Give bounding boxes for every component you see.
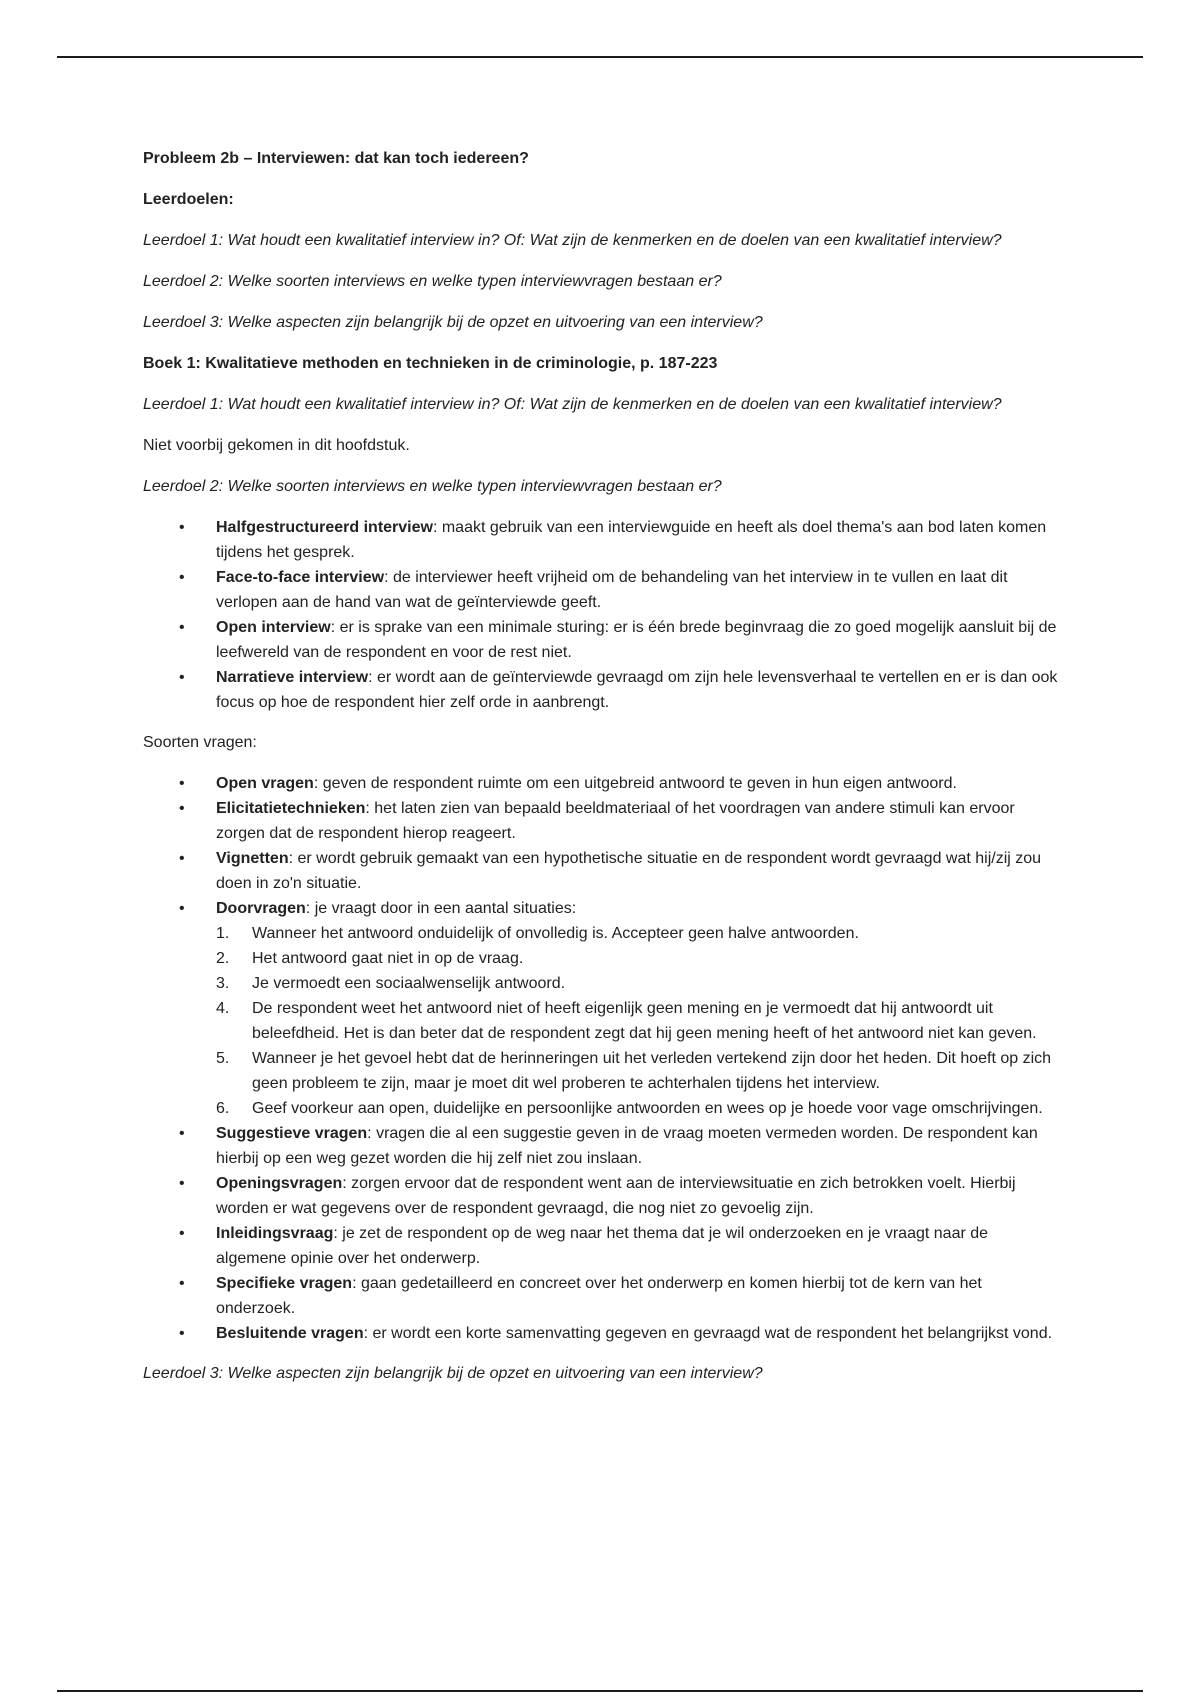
sublist-number: 4. — [216, 1000, 230, 1017]
list-item — [143, 615, 1059, 665]
list-item-text: : je zet de respondent op de weg naar het thema dat je wil onderzoeken en je vraagt naar de algemene opinie over het onderwerp. — [216, 1225, 989, 1267]
sublist-text: Je vermoedt een sociaalwenselijk antwoord. — [252, 975, 566, 992]
interview-types-list — [143, 515, 1059, 715]
sublist-text: Wanneer het antwoord onduidelijk of onvolledig is. Accepteer geen halve antwoorden. — [252, 925, 859, 942]
doorvragen-sublist — [216, 921, 1059, 1121]
bullet-icon: • — [179, 800, 185, 817]
leerdoel-1: Leerdoel 1: Wat houdt een kwalitatief interview in? Of: Wat zijn de kenmerken en de doelen van een kwalitatief interview? — [143, 232, 1002, 249]
list-item-term: Suggestieve vragen — [216, 1125, 368, 1142]
footer-rule — [57, 1690, 1143, 1692]
sublist-number: 5. — [216, 1050, 230, 1067]
list-item — [143, 896, 1059, 1121]
list-item-text: : de interviewer heeft vrijheid om de behandeling van het interview in te vullen en laat dit verlopen aan de hand van wat de geïnterviewde geeft. — [216, 569, 1008, 611]
sublist-text: Het antwoord gaat niet in op de vraag. — [252, 950, 524, 967]
section-1-question: Leerdoel 1: Wat houdt een kwalitatief interview in? Of: Wat zijn de kenmerken en de doelen van een kwalitatief interview? — [143, 396, 1002, 413]
sublist-item — [216, 996, 1059, 1046]
list-item-term: Inleidingsvraag — [216, 1225, 334, 1242]
list-item-text: : gaan gedetailleerd en concreet over het onderwerp en komen hierbij tot de kern van het onderzoek. — [216, 1275, 982, 1317]
document-body — [143, 146, 1059, 1402]
sublist-number: 1. — [216, 925, 230, 942]
list-item — [143, 565, 1059, 615]
sublist-number: 3. — [216, 975, 230, 992]
list-item-term: Halfgestructureerd interview — [216, 519, 433, 536]
bullet-icon: • — [179, 669, 185, 686]
sublist-text: Wanneer je het gevoel hebt dat de herinneringen uit het verleden vertekend zijn door het heden. Dit hoeft op zich geen probleem te zijn, maar je moet dit wel proberen te achterhalen tijdens het interview. — [252, 1050, 1052, 1092]
soorten-vragen-heading: Soorten vragen: — [143, 734, 257, 751]
sublist-item — [216, 921, 1059, 946]
list-item-text: : maakt gebruik van een interviewguide en heeft als doel thema's aan bod laten komen tijdens het gesprek. — [216, 519, 1047, 561]
bullet-icon: • — [179, 1275, 185, 1292]
sublist-item — [216, 1046, 1059, 1096]
list-item-term: Vignetten — [216, 850, 289, 867]
list-item-text: : er wordt gebruik gemaakt van een hypothetische situatie en de respondent wordt gevraagd wat hij/zij zou doen in zo'n situatie. — [216, 850, 1042, 892]
sublist-item — [216, 971, 1059, 996]
list-item — [143, 771, 1059, 796]
sublist-text: De respondent weet het antwoord niet of heeft eigenlijk geen mening en je vermoedt dat hij antwoordt uit beleefdheid. Het is dan beter dat de respondent zegt dat hij geen mening heeft of het antwoord niet kan geven. — [252, 1000, 1037, 1042]
list-item-term: Open vragen — [216, 775, 314, 792]
list-item — [143, 1271, 1059, 1321]
section-2-question: Leerdoel 2: Welke soorten interviews en welke typen interviewvragen bestaan er? — [143, 478, 722, 495]
sublist-number: 2. — [216, 950, 230, 967]
bullet-icon: • — [179, 1325, 185, 1342]
page-title: Probleem 2b – Interviewen: dat kan toch iedereen? — [143, 150, 529, 167]
list-item-term: Doorvragen — [216, 900, 306, 917]
list-item — [143, 665, 1059, 715]
bullet-icon: • — [179, 1175, 185, 1192]
sublist-number: 6. — [216, 1100, 230, 1117]
question-types-list — [143, 771, 1059, 1346]
section-1-answer: Niet voorbij gekomen in dit hoofdstuk. — [143, 437, 410, 454]
bullet-icon: • — [179, 1125, 185, 1142]
list-item-term: Elicitatietechnieken — [216, 800, 366, 817]
list-item — [143, 796, 1059, 846]
bullet-icon: • — [179, 775, 185, 792]
list-item-text: : je vraagt door in een aantal situaties: — [305, 900, 577, 917]
list-item — [143, 846, 1059, 896]
sublist-item — [216, 1096, 1059, 1121]
list-item-text: : zorgen ervoor dat de respondent went aan de interviewsituatie en zich betrokken voelt. Hierbij worden er wat gegevens over de respondent gevraagd, die nog niet zo gevoelig zijn. — [216, 1175, 1016, 1217]
leerdoel-2: Leerdoel 2: Welke soorten interviews en welke typen interviewvragen bestaan er? — [143, 273, 722, 290]
book-heading: Boek 1: Kwalitatieve methoden en technieken in de criminologie, p. 187-223 — [143, 355, 718, 372]
list-item-term: Besluitende vragen — [216, 1325, 364, 1342]
bullet-icon: • — [179, 619, 185, 636]
list-item-text: : het laten zien van bepaald beeldmateriaal of het voordragen van andere stimuli kan ervoor zorgen dat de respondent hierop reageert. — [216, 800, 1015, 842]
list-item-text: : er is sprake van een minimale sturing: er is één brede beginvraag die zo goed mogelijk aansluit bij de leefwereld van de respondent en voor de rest niet. — [216, 619, 1057, 661]
bullet-icon: • — [179, 1225, 185, 1242]
list-item — [143, 1221, 1059, 1271]
list-item-text: : er wordt aan de geïnterviewde gevraagd om zijn hele levensverhaal te vertellen en er is dan ook focus op hoe de respondent hier zelf orde in aanbrengt. — [216, 669, 1058, 711]
leerdoelen-heading: Leerdoelen: — [143, 191, 234, 208]
list-item — [143, 1121, 1059, 1171]
bullet-icon: • — [179, 900, 185, 917]
list-item — [143, 515, 1059, 565]
sublist-item — [216, 946, 1059, 971]
bullet-icon: • — [179, 519, 185, 536]
header-rule — [57, 56, 1143, 58]
bullet-icon: • — [179, 850, 185, 867]
list-item — [143, 1321, 1059, 1346]
leerdoel-3: Leerdoel 3: Welke aspecten zijn belangrijk bij de opzet en uitvoering van een interview? — [143, 314, 763, 331]
list-item-term: Specifieke vragen — [216, 1275, 353, 1292]
section-3-question: Leerdoel 3: Welke aspecten zijn belangrijk bij de opzet en uitvoering van een interview? — [143, 1365, 763, 1382]
sublist-text: Geef voorkeur aan open, duidelijke en persoonlijke antwoorden en wees op je hoede voor vage omschrijvingen. — [252, 1100, 1043, 1117]
list-item-term: Open interview — [216, 619, 331, 636]
list-item-term: Openingsvragen — [216, 1175, 343, 1192]
list-item-text: : er wordt een korte samenvatting gegeven en gevraagd wat de respondent het belangrijkst vond. — [363, 1325, 1053, 1342]
list-item-text: : vragen die al een suggestie geven in de vraag moeten vermeden worden. De respondent kan hierbij op een weg gezet worden die hij zelf niet zou inslaan. — [216, 1125, 1038, 1167]
list-item-text: : geven de respondent ruimte om een uitgebreid antwoord te geven in hun eigen antwoord. — [313, 775, 957, 792]
list-item — [143, 1171, 1059, 1221]
list-item-term: Face-to-face interview — [216, 569, 385, 586]
bullet-icon: • — [179, 569, 185, 586]
list-item-term: Narratieve interview — [216, 669, 369, 686]
